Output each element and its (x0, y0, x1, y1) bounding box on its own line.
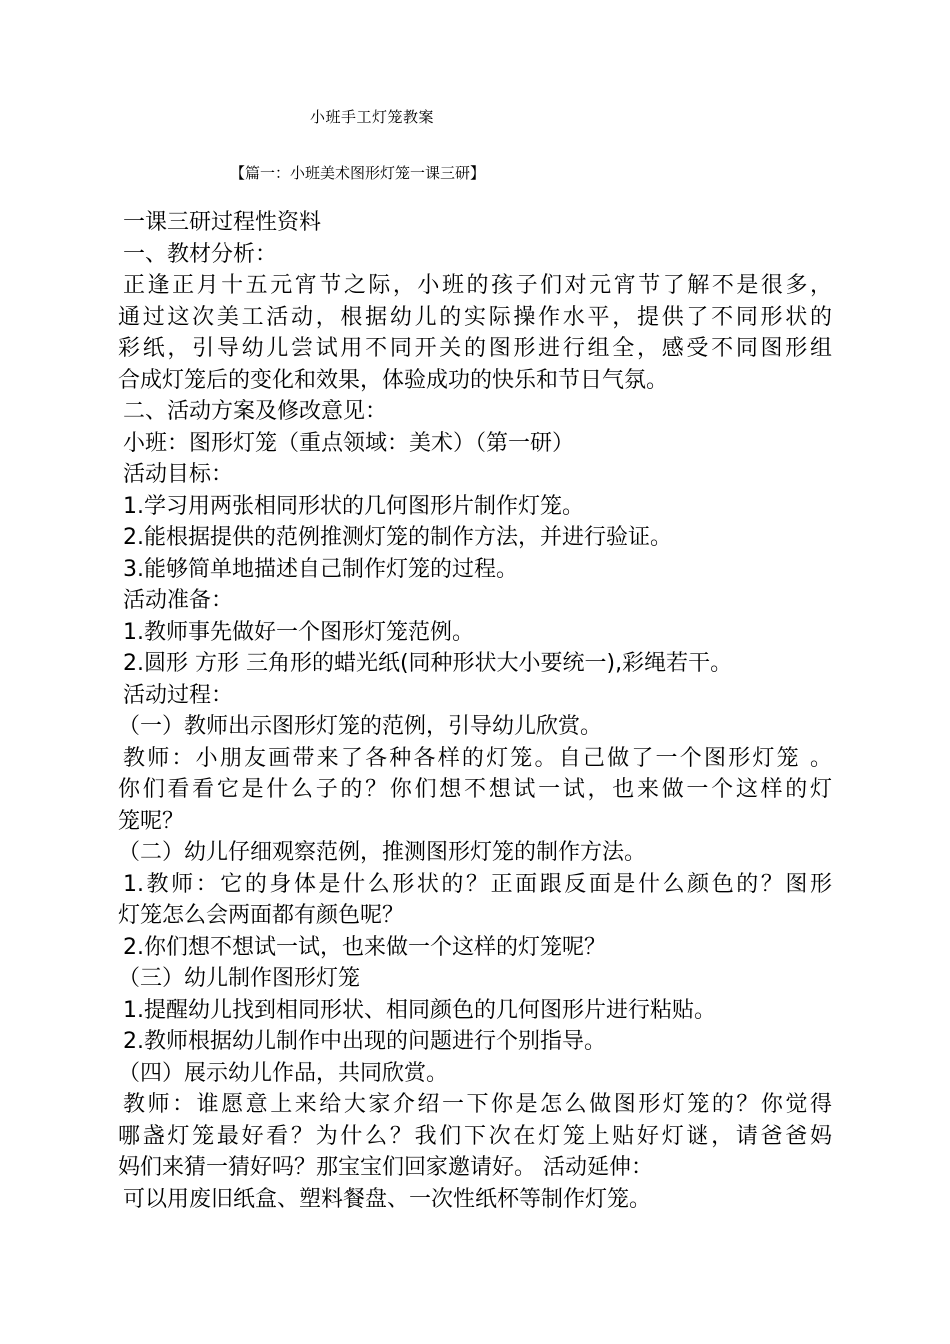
section-heading: 【篇一：小班美术图形灯笼一课三研】 (230, 164, 486, 182)
paragraph-line: 你们看看它是什么子的？你们想不想试一试，也来做一个这样的灯 (118, 777, 832, 802)
list-item: 1.教师事先做好一个图形灯笼范例。 (123, 619, 474, 645)
list-item: 3.能够简单地描述自己制作灯笼的过程。 (123, 556, 518, 582)
step-heading: （四）展示幼儿作品，共同欣赏。 (118, 1060, 449, 1086)
paragraph-line: 彩纸，引导幼儿尝试用不同开关的图形进行组全，感受不同图形组 (118, 336, 832, 361)
list-item: 2.你们想不想试一试，也来做一个这样的灯笼呢？ (123, 934, 606, 960)
paragraph-line: 教师：谁愿意上来给大家介绍一下你是怎么做图形灯笼的？你觉得 (123, 1092, 832, 1117)
heading-line: 一课三研过程性资料 (123, 210, 322, 235)
heading-line: 活动准备： (123, 588, 234, 613)
document-title: 小班手工灯笼教案 (310, 108, 435, 126)
paragraph-line: 哪盏灯笼最好看？为什么？我们下次在灯笼上贴好灯谜，请爸爸妈 (118, 1123, 832, 1149)
list-item: 1.教师：它的身体是什么形状的？正面跟反面是什么颜色的？图形 (123, 871, 832, 897)
paragraph-line: 笼呢？ (118, 808, 185, 834)
heading-line: 二、活动方案及修改意见： (123, 399, 388, 424)
paragraph-line: 正逢正月十五元宵节之际，小班的孩子们对元宵节了解不是很多， (123, 273, 832, 298)
list-item: 2.圆形 方形 三角形的蜡光纸(同种形状大小要统一),彩绳若干。 (123, 651, 733, 676)
list-item: 2.能根据提供的范例推测灯笼的制作方法，并进行验证。 (123, 525, 672, 550)
paragraph-line: 妈们来猜一猜好吗？那宝宝们回家邀请好。 活动延伸： (118, 1155, 653, 1180)
paragraph-line: 灯笼怎么会两面都有颜色呢？ (118, 903, 405, 928)
heading-line: 活动目标： (123, 462, 234, 487)
paragraph-line: 通过这次美工活动，根据幼儿的实际操作水平，提供了不同形状的 (118, 304, 832, 330)
paragraph-line: 教师：小朋友画带来了各种各样的灯笼。自己做了一个图形灯笼 。 (123, 745, 832, 771)
step-heading: （三）幼儿制作图形灯笼 (118, 966, 361, 991)
list-item: 1.提醒幼儿找到相同形状、相同颜色的几何图形片进行粘贴。 (123, 997, 716, 1023)
list-item: 1.学习用两张相同形状的几何图形片制作灯笼。 (123, 493, 584, 519)
heading-line: 一、教材分析： (123, 241, 278, 267)
step-heading: （二）幼儿仔细观察范例，推测图形灯笼的制作方法。 (118, 840, 647, 865)
heading-line: 活动过程： (123, 682, 234, 708)
paragraph-line: 小班：图形灯笼（重点领域：美术）（第一研） (123, 430, 575, 456)
paragraph-line: 合成灯笼后的变化和效果，体验成功的快乐和节日气氛。 (118, 367, 669, 393)
list-item: 2.教师根据幼儿制作中出现的问题进行个别指导。 (123, 1029, 606, 1054)
paragraph-line: 可以用废旧纸盒、塑料餐盘、一次性纸杯等制作灯笼。 (123, 1186, 652, 1212)
document-body (118, 207, 832, 1215)
step-heading: （一）教师出示图形灯笼的范例，引导幼儿欣赏。 (118, 714, 603, 739)
